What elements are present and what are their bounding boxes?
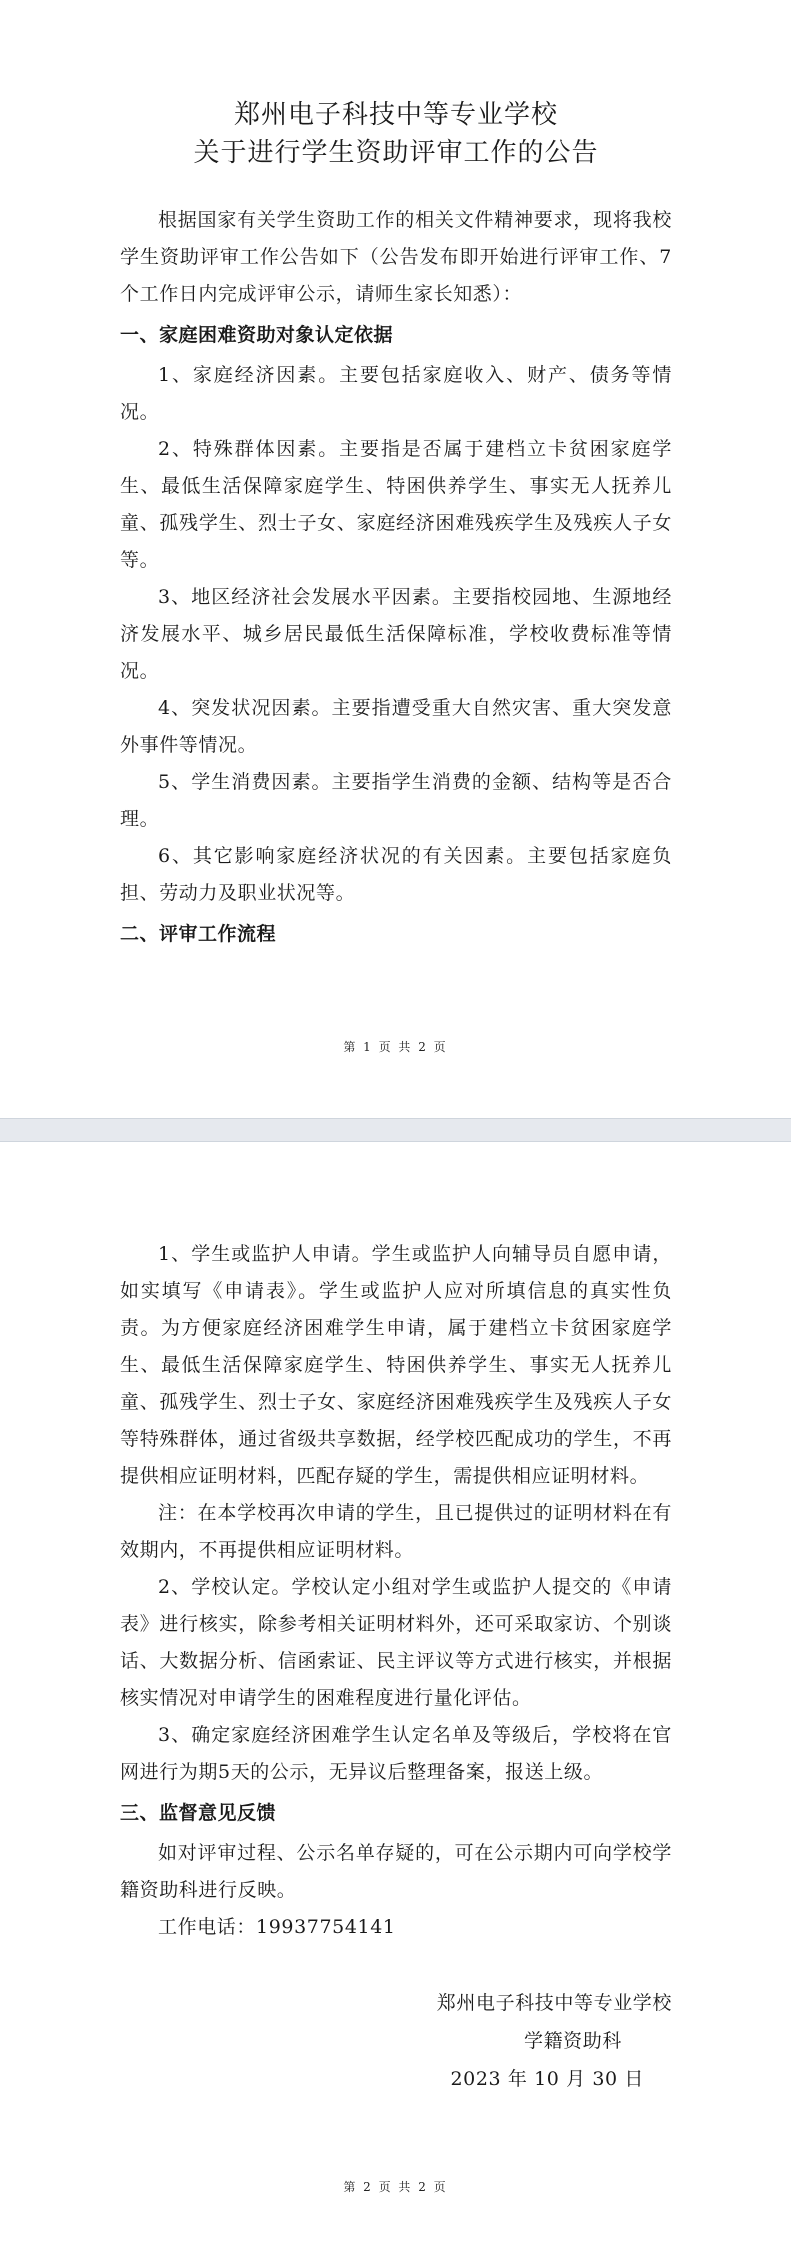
process-step-1: 1、学生或监护人申请。学生或监护人向辅导员自愿申请，如实填写《申请表》。学生或监护人应对所填信息的真实性负责。为方便家庭经济困难学生申请，属于建档立卡贫困家庭学生、最低生活保障家庭学生、特困供养学生、事实无人抚养儿童、孤残学生、烈士子女、家庭经济困难残疾学生及残疾人子女等特殊群体，通过省级共享数据，经学校匹配成功的学生，不再提供相应证明材料，匹配存疑的学生，需提供相应证明材料。 (120, 1243, 672, 1487)
page-2-footer: 第 2 页 共 2 页 (343, 2180, 448, 2194)
section-2-heading: 二、评审工作流程 (120, 923, 277, 945)
page-separator (0, 1118, 791, 1142)
feedback-paragraph: 如对评审过程、公示名单存疑的，可在公示期内可向学校学籍资助科进行反映。 (120, 1842, 672, 1901)
process-step-3: 3、确定家庭经济困难学生认定名单及等级后，学校将在官网进行为期5天的公示，无异议后整理备案，报送上级。 (120, 1724, 672, 1783)
criteria-item-4: 4、突发状况因素。主要指遭受重大自然灾害、重大突发意外事件等情况。 (120, 697, 672, 756)
process-note: 注：在本学校再次申请的学生，且已提供过的证明材料在有效期内，不再提供相应证明材料。 (120, 1502, 672, 1561)
criteria-item-3: 3、地区经济社会发展水平因素。主要指校园地、生源地经济发展水平、城乡居民最低生活保障标准，学校收费标准等情况。 (120, 586, 672, 682)
criteria-item-6: 6、其它影响家庭经济状况的有关因素。主要包括家庭负担、劳动力及职业状况等。 (120, 845, 672, 904)
criteria-item-1: 1、家庭经济因素。主要包括家庭收入、财产、债务等情况。 (120, 364, 672, 423)
signature-date: 2023 年 10 月 30 日 (450, 2068, 644, 2090)
section-1-heading: 一、家庭困难资助对象认定依据 (120, 324, 394, 346)
intro-paragraph: 根据国家有关学生资助工作的相关文件精神要求，现将我校学生资助评审工作公告如下（公告发布即开始进行评审工作、7个工作日内完成评审公示，请师生家长知悉）： (120, 209, 672, 305)
page-1-footer: 第 1 页 共 2 页 (343, 1040, 448, 1054)
process-step-2: 2、学校认定。学校认定小组对学生或监护人提交的《申请表》进行核实，除参考相关证明材料外，还可采取家访、个别谈话、大数据分析、信函索证、民主评议等方式进行核实，并根据核实情况对申请学生的困难程度进行量化评估。 (120, 1576, 672, 1709)
contact-phone: 工作电话：19937754141 (158, 1916, 396, 1938)
signature-department: 学籍资助科 (523, 2030, 622, 2052)
section-3-heading: 三、监督意见反馈 (120, 1802, 277, 1824)
signature-organization: 郑州电子科技中等专业学校 (436, 1992, 672, 2014)
document-page-2 (0, 1142, 791, 2260)
page-1-content (120, 96, 672, 956)
document-page-1 (0, 0, 791, 1118)
criteria-item-5: 5、学生消费因素。主要指学生消费的金额、结构等是否合理。 (120, 771, 672, 830)
criteria-item-2: 2、特殊群体因素。主要指是否属于建档立卡贫困家庭学生、最低生活保障家庭学生、特困供养学生、事实无人抚养儿童、孤残学生、烈士子女、家庭经济困难残疾学生及残疾人子女等。 (120, 438, 672, 571)
page-2-content (120, 1236, 672, 2098)
document-title-line-1: 郑州电子科技中等专业学校 (233, 100, 558, 130)
document-title-line-2: 关于进行学生资助评审工作的公告 (193, 138, 599, 168)
